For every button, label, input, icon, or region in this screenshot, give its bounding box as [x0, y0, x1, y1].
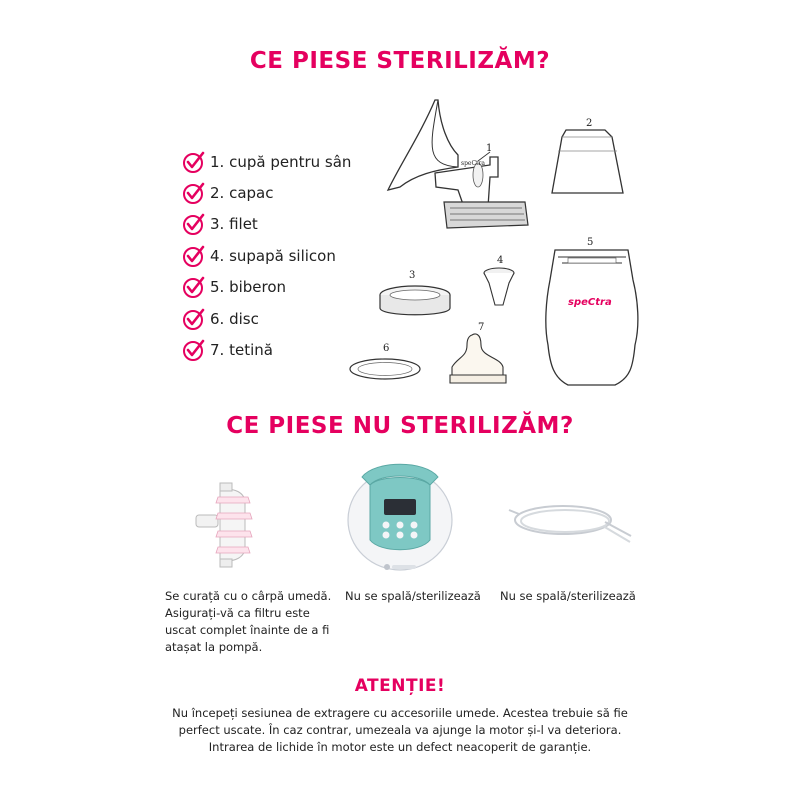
- list-item: [182, 240, 351, 271]
- caption-line: Asigurați-vă ca filtru este: [165, 606, 310, 620]
- caption-line: uscat complet înainte de a fi: [165, 623, 330, 637]
- check-circle-icon: [182, 150, 206, 174]
- diagram-number: 3: [409, 270, 416, 281]
- warning-line: perfect uscate. În caz contrar, umezeala va ajunge la motor și-l va deteriora.: [178, 723, 622, 737]
- list-item: [182, 146, 351, 177]
- list-item-label: 3. filet: [210, 215, 258, 234]
- list-item-label: 6. disc: [210, 309, 259, 328]
- breast-shield-illustration: [388, 100, 528, 228]
- heading-attention: ATENȚIE!: [354, 676, 446, 696]
- parts-checklist: [182, 146, 351, 366]
- check-circle-icon: [182, 307, 206, 331]
- tubing-image: [505, 490, 635, 550]
- list-item: [182, 209, 351, 240]
- diagram-number: 5: [587, 237, 594, 248]
- list-item-label: 1. cupă pentru sân: [210, 152, 352, 171]
- diagram-number: 7: [478, 322, 485, 333]
- diagram-number: 6: [383, 343, 390, 354]
- diagram-number: 4: [497, 255, 504, 266]
- warning-line: Intrarea de lichide în motor este un defect neacoperit de garanție.: [208, 740, 592, 754]
- warning-paragraph: [150, 705, 650, 756]
- list-item-label: 4. supapă silicon: [210, 246, 336, 265]
- silicone-valve-illustration: [484, 255, 514, 305]
- breast-pump-image: [340, 455, 460, 580]
- warning-line: Nu începeți sesiunea de extragere cu accesoriile umede. Acestea trebuie să fie: [172, 706, 628, 720]
- heading-what-to-sterilize: CE PIESE STERILIZĂM?: [249, 48, 551, 74]
- bottle-illustration: [546, 237, 638, 385]
- list-item-label: 5. biberon: [210, 278, 287, 297]
- disc-illustration: [350, 343, 420, 379]
- caption-line: atașat la pompă.: [165, 640, 263, 654]
- tubing-caption: Nu se spală/sterilizează: [500, 589, 636, 603]
- diagram-number: 1: [486, 143, 493, 154]
- check-circle-icon: [182, 275, 206, 299]
- pump-caption: Nu se spală/sterilizează: [345, 589, 481, 603]
- list-item-label: 7. tetină: [210, 341, 273, 360]
- teat-illustration: [450, 322, 506, 383]
- brand-logo-small: speCtra: [461, 160, 485, 167]
- backflow-filter-image: [190, 475, 260, 575]
- check-circle-icon: [182, 244, 206, 268]
- diagram-number: 2: [586, 118, 593, 129]
- filter-caption: [165, 588, 345, 656]
- check-circle-icon: [182, 181, 206, 205]
- heading-what-not-to-sterilize: CE PIESE NU STERILIZĂM?: [226, 413, 574, 439]
- thread-ring-illustration: [380, 270, 450, 315]
- cap-illustration: [552, 118, 623, 193]
- list-item: [182, 303, 351, 334]
- list-item: [182, 334, 351, 365]
- list-item: [182, 177, 351, 208]
- bottle-brand-logo: speCtra: [568, 297, 612, 308]
- check-circle-icon: [182, 338, 206, 362]
- check-circle-icon: [182, 212, 206, 236]
- list-item-label: 2. capac: [210, 184, 274, 203]
- caption-line: Se curață cu o cârpă umedă.: [165, 589, 332, 603]
- parts-diagram: [340, 95, 660, 410]
- list-item: [182, 272, 351, 303]
